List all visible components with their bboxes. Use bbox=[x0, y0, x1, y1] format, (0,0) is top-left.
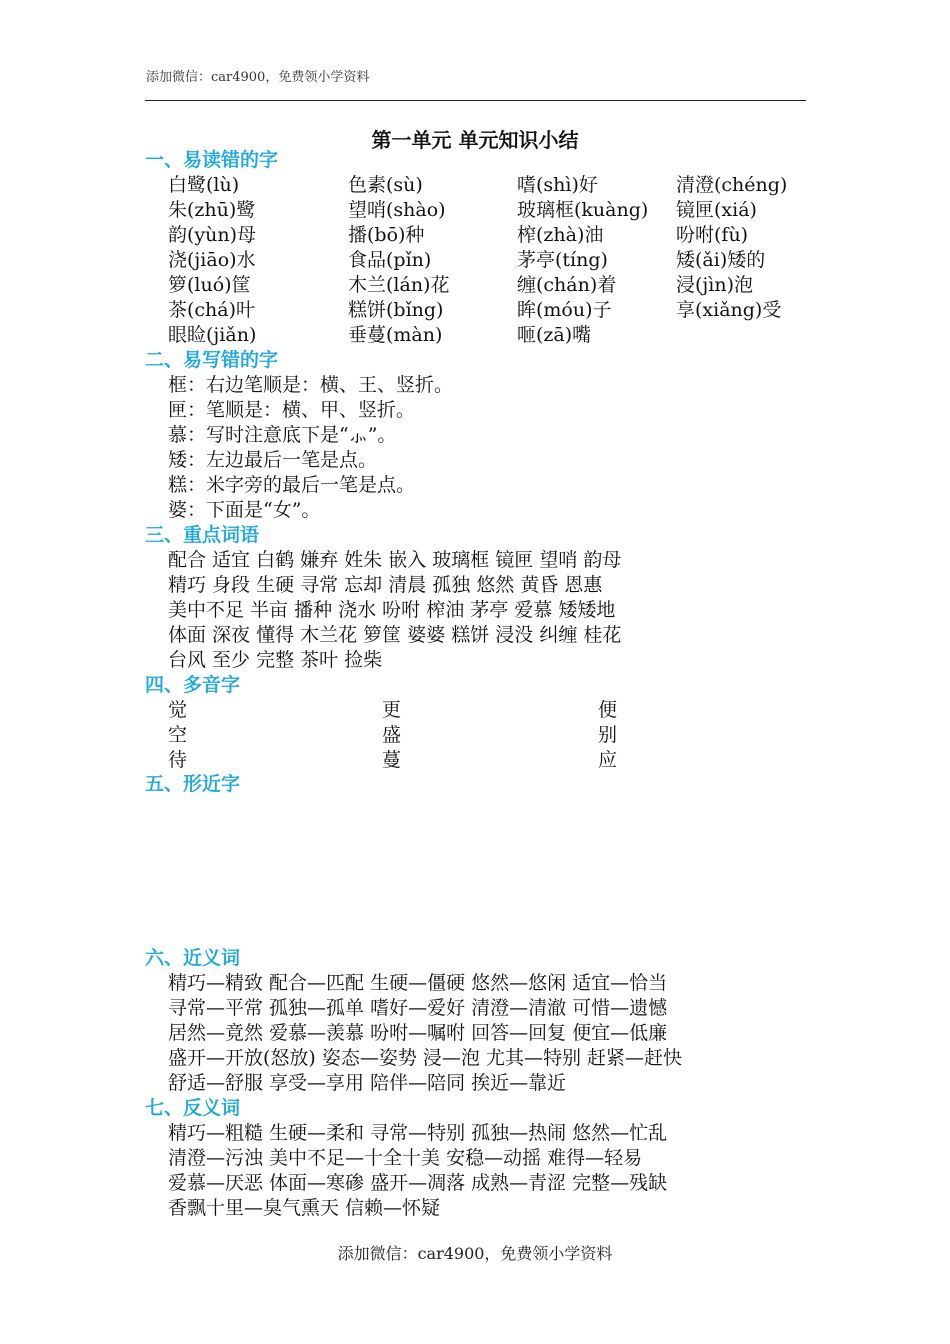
table-cell: 食品(pǐn) bbox=[348, 249, 432, 271]
table-cell: 茅亭(tíng) bbox=[517, 249, 608, 271]
table-cell: 咂(zā)嘴 bbox=[517, 324, 592, 346]
table-cell: 觉 bbox=[168, 699, 188, 721]
table-cell: 嗜(shì)好 bbox=[517, 174, 598, 196]
list-item: 爱慕—厌恶 体面—寒碜 盛开—凋落 成熟—青涩 完整—残缺 bbox=[168, 1172, 668, 1194]
footer-note: 添加微信：car4900，免费领小学资料 bbox=[337, 1244, 613, 1263]
section-heading-miswritten-chars: 二、易写错的字 bbox=[145, 349, 279, 371]
table-cell: 色素(sù) bbox=[348, 174, 423, 196]
list-item: 居然—竟然 爱慕—羡慕 吩咐—嘱咐 回答—回复 便宜—低廉 bbox=[168, 1022, 668, 1044]
table-cell: 垂蔓(màn) bbox=[348, 324, 443, 346]
list-item: 体面 深夜 懂得 木兰花 箩筐 婆婆 糕饼 浸没 纠缠 桂花 bbox=[168, 624, 622, 646]
page-title: 第一单元 单元知识小结 bbox=[371, 128, 579, 152]
list-item: 配合 适宜 白鹤 嫌弃 姓朱 嵌入 玻璃框 镜匣 望哨 韵母 bbox=[168, 549, 622, 571]
table-cell: 缠(chán)着 bbox=[517, 274, 617, 296]
table-cell: 便 bbox=[598, 699, 618, 721]
table-cell: 韵(yùn)母 bbox=[168, 224, 257, 246]
table-cell: 箩(luó)筐 bbox=[168, 274, 251, 296]
antonyms-list bbox=[168, 1121, 667, 1221]
table-cell: 应 bbox=[598, 749, 618, 771]
list-item: 婆：下面是“女”。 bbox=[168, 499, 321, 521]
table-cell: 更 bbox=[382, 699, 402, 721]
table-cell: 茶(chá)叶 bbox=[168, 299, 256, 321]
list-item: 慕：写时注意底下是“⺗”。 bbox=[168, 424, 397, 446]
table-cell: 白鹭(lù) bbox=[168, 174, 240, 196]
table-cell: 盛 bbox=[382, 724, 402, 746]
table-cell: 木兰(lán)花 bbox=[348, 274, 450, 296]
table-cell: 榨(zhà)油 bbox=[517, 224, 604, 246]
table-cell: 别 bbox=[598, 724, 618, 746]
table-cell: 眸(móu)子 bbox=[517, 299, 612, 321]
section-heading-polyphones: 四、多音字 bbox=[145, 674, 241, 696]
section-heading-key-words: 三、重点词语 bbox=[145, 524, 260, 546]
list-item: 精巧—粗糙 生硬—柔和 寻常—特别 孤独—热闹 悠然—忙乱 bbox=[168, 1122, 668, 1144]
list-item: 框：右边笔顺是：横、王、竖折。 bbox=[168, 374, 454, 396]
header-note: 添加微信：car4900，免费领小学资料 bbox=[146, 70, 370, 85]
table-cell: 吩咐(fù) bbox=[676, 224, 749, 246]
list-item: 精巧—精致 配合—匹配 生硬—僵硬 悠然—悠闲 适宜—恰当 bbox=[168, 972, 668, 994]
section-heading-antonyms: 七、反义词 bbox=[145, 1097, 241, 1119]
section-heading-synonyms: 六、近义词 bbox=[145, 947, 241, 969]
list-item: 清澄—污浊 美中不足—十全十美 安稳—动摇 难得—轻易 bbox=[168, 1147, 643, 1169]
miswritten-chars-list bbox=[168, 373, 453, 523]
header-divider bbox=[145, 100, 806, 101]
section-heading-similar-shape-chars: 五、形近字 bbox=[145, 773, 241, 795]
key-words-list bbox=[168, 548, 621, 673]
table-cell: 眼睑(jiǎn) bbox=[168, 324, 257, 346]
list-item: 寻常—平常 孤独—孤单 嗜好—爱好 清澄—清澈 可惜—遗憾 bbox=[168, 997, 668, 1019]
list-item: 匣：笔顺是：横、甲、竖折。 bbox=[168, 399, 416, 421]
list-item: 矮：左边最后一笔是点。 bbox=[168, 449, 378, 471]
table-cell: 清澄(chéng) bbox=[676, 174, 788, 196]
list-item: 舒适—舒服 享受—享用 陪伴—陪同 挨近—靠近 bbox=[168, 1072, 567, 1094]
table-cell: 浸(jìn)泡 bbox=[676, 274, 754, 296]
table-cell: 待 bbox=[168, 749, 188, 771]
table-cell: 朱(zhū)鹭 bbox=[168, 199, 256, 221]
synonyms-list bbox=[168, 971, 682, 1096]
table-cell: 蔓 bbox=[382, 749, 402, 771]
table-cell: 望哨(shào) bbox=[348, 199, 446, 221]
list-item: 盛开—开放(怒放) 姿态—姿势 浸—泡 尤其—特别 赶紧—赶快 bbox=[168, 1047, 682, 1069]
table-cell: 浇(jiāo)水 bbox=[168, 249, 256, 271]
list-item: 台风 至少 完整 茶叶 捡柴 bbox=[168, 649, 383, 671]
list-item: 美中不足 半亩 播种 浇水 吩咐 榨油 茅亭 爱慕 矮矮地 bbox=[168, 599, 616, 621]
table-cell: 享(xiǎng)受 bbox=[676, 299, 782, 321]
list-item: 香飘十里—臭气熏天 信赖—怀疑 bbox=[168, 1197, 441, 1219]
table-cell: 镜匣(xiá) bbox=[676, 199, 757, 221]
table-cell: 糕饼(bǐng) bbox=[348, 299, 444, 321]
table-cell: 空 bbox=[168, 724, 188, 746]
list-item: 精巧 身段 生硬 寻常 忘却 清晨 孤独 悠然 黄昏 恩惠 bbox=[168, 574, 603, 596]
table-cell: 矮(ǎi)矮的 bbox=[676, 249, 766, 271]
table-cell: 播(bō)种 bbox=[348, 224, 425, 246]
section-heading-misread-chars: 一、易读错的字 bbox=[145, 149, 279, 171]
list-item: 糕：米字旁的最后一笔是点。 bbox=[168, 474, 416, 496]
table-cell: 玻璃框(kuàng) bbox=[517, 199, 649, 221]
